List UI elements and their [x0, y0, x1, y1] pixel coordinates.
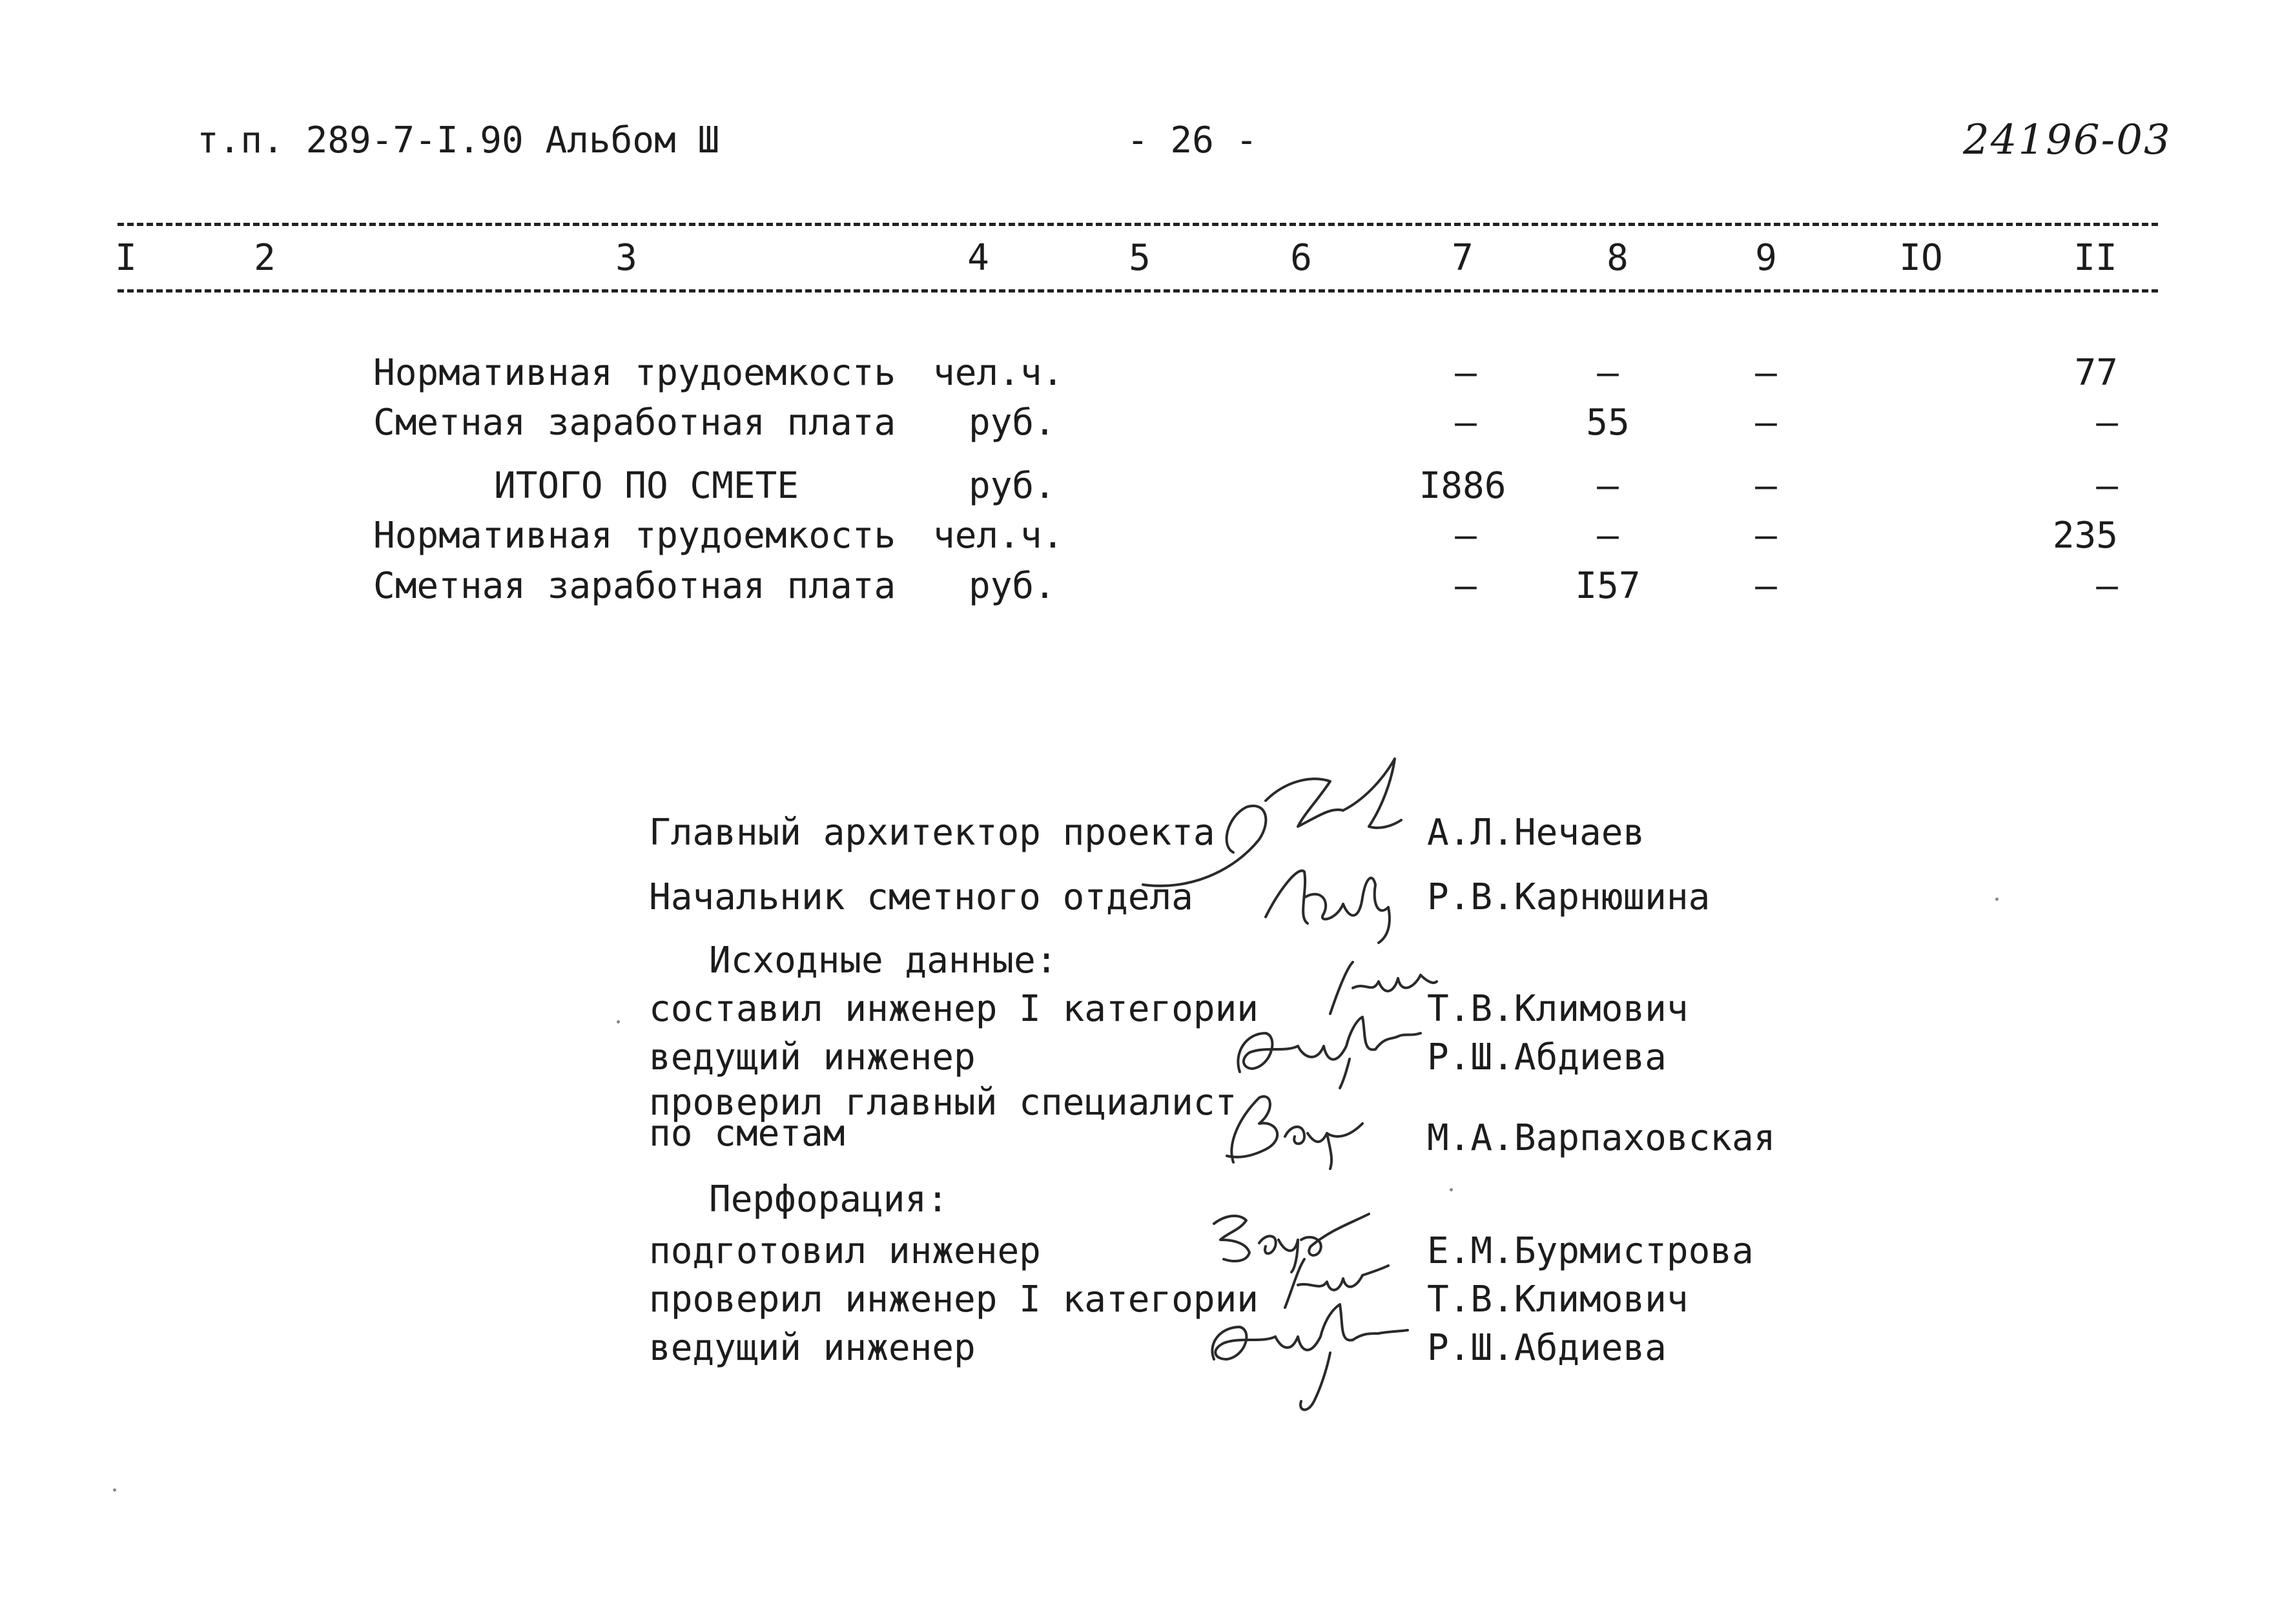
table-header-rule	[118, 289, 2158, 293]
stray-mark	[1450, 1188, 1453, 1191]
role-perf-checked: проверил инженер I категории	[649, 1279, 1259, 1321]
cell-col8: –	[1597, 515, 1619, 557]
role-source-compiled: составил инженер I категории	[649, 988, 1259, 1030]
name-perf-lead: Р.Ш.Абдиева	[1427, 1327, 1667, 1369]
row-label: Сметная заработная плата	[373, 565, 896, 607]
column-header-1: I	[115, 237, 137, 279]
column-header-9: 9	[1755, 237, 1777, 279]
stray-mark	[617, 1020, 620, 1023]
stray-mark	[1995, 898, 1999, 901]
name-source-lead: Р.Ш.Абдиева	[1427, 1036, 1667, 1078]
role-estimate-head: Начальник сметного отдела	[649, 876, 1193, 918]
perforation-heading: Перфорация:	[709, 1178, 949, 1220]
name-perf-checked: Т.В.Климович	[1427, 1279, 1689, 1321]
name-chief-architect: А.Л.Нечаев	[1427, 812, 1645, 854]
name-source-checked: М.А.Варпаховская	[1427, 1117, 1776, 1159]
column-header-6: 6	[1290, 237, 1312, 279]
cell-col9: –	[1755, 465, 1777, 507]
column-header-4: 4	[967, 237, 989, 279]
row-unit: руб.	[969, 565, 1056, 607]
cell-col9: –	[1755, 565, 1777, 607]
cell-col7: I886	[1419, 465, 1506, 507]
cell-col9: –	[1755, 402, 1777, 444]
cell-col11: –	[2096, 565, 2118, 607]
total-label: ИТОГО ПО СМЕТЕ	[494, 465, 799, 507]
cell-col7: –	[1455, 565, 1477, 607]
signature-source-lead	[1227, 1007, 1434, 1091]
name-perf-prepared: Е.М.Бурмистрова	[1427, 1230, 1754, 1272]
table-top-rule	[118, 223, 2158, 226]
cell-col11: 235	[2052, 515, 2118, 557]
cell-col11: –	[2096, 402, 2118, 444]
cell-col8: 55	[1586, 402, 1630, 444]
cell-col11: 77	[2074, 352, 2118, 394]
row-label: Нормативная трудоемкость	[373, 352, 896, 394]
row-label: Сметная заработная плата	[373, 402, 896, 444]
row-unit: чел.ч.	[933, 515, 1064, 557]
stray-mark	[113, 1488, 116, 1492]
column-header-5: 5	[1129, 237, 1151, 279]
cell-col8: I57	[1575, 565, 1641, 607]
cell-col7: –	[1455, 402, 1477, 444]
role-perf-lead: ведущий инженер	[649, 1327, 976, 1369]
role-source-lead: ведущий инженер	[649, 1036, 976, 1078]
cell-col11: –	[2096, 465, 2118, 507]
signature-estimate-head	[1259, 852, 1408, 949]
column-header-3: 3	[615, 237, 637, 279]
cell-col8: –	[1597, 352, 1619, 394]
row-unit: руб.	[969, 402, 1056, 444]
role-source-checked-line1: проверил главный специалист	[649, 1082, 1237, 1124]
column-header-11: II	[2073, 237, 2117, 279]
name-estimate-head: Р.В.Карнюшина	[1427, 876, 1711, 918]
page-number: - 26 -	[1127, 119, 1258, 161]
column-header-10: IO	[1899, 237, 1943, 279]
row-label: Нормативная трудоемкость	[373, 515, 896, 557]
cell-col9: –	[1755, 515, 1777, 557]
row-unit: руб.	[969, 465, 1056, 507]
role-chief-architect: Главный архитектор проекта	[649, 812, 1215, 854]
column-header-8: 8	[1607, 237, 1629, 279]
name-source-compiled: Т.В.Климович	[1427, 988, 1689, 1030]
source-data-heading: Исходные данные:	[709, 940, 1058, 982]
cell-col9: –	[1755, 352, 1777, 394]
document-code: 24196-03	[1963, 116, 2172, 164]
document-reference: т.п. 289-7-I.90 Альбом Ш	[197, 119, 720, 161]
signature-perf-lead	[1201, 1298, 1414, 1421]
cell-col8: –	[1597, 465, 1619, 507]
signature-source-checked	[1207, 1085, 1375, 1175]
column-header-2: 2	[254, 237, 276, 279]
cell-col7: –	[1455, 352, 1477, 394]
cell-col7: –	[1455, 515, 1477, 557]
row-unit: чел.ч.	[933, 352, 1064, 394]
column-header-7: 7	[1452, 237, 1474, 279]
role-source-checked-line2: по сметам	[649, 1113, 845, 1155]
role-perf-prepared: подготовил инженер	[649, 1230, 1041, 1272]
